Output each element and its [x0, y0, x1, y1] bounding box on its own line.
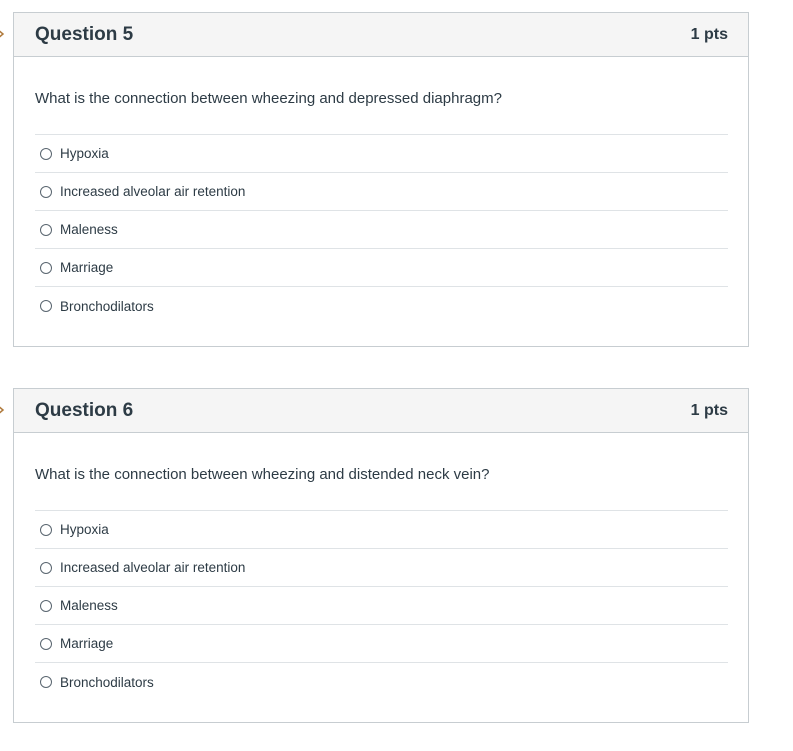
answer-option[interactable] — [35, 587, 728, 625]
radio-button[interactable] — [40, 676, 52, 688]
answer-label[interactable]: Marriage — [60, 260, 114, 275]
question-title: Question 5 — [35, 23, 134, 45]
answer-option[interactable] — [35, 625, 728, 663]
answer-option[interactable] — [35, 663, 728, 701]
flag-question-icon[interactable] — [0, 28, 6, 40]
answer-label[interactable]: Marriage — [60, 636, 114, 651]
question-text: What is the connection between wheezing and distended neck vein? — [35, 466, 490, 483]
answer-label[interactable]: Hypoxia — [60, 522, 109, 537]
radio-button[interactable] — [40, 638, 52, 650]
radio-button[interactable] — [40, 224, 52, 236]
question-body — [14, 57, 748, 325]
answer-label[interactable]: Bronchodilators — [60, 298, 154, 314]
radio-button[interactable] — [40, 262, 52, 274]
radio-button[interactable] — [40, 186, 52, 198]
radio-button[interactable] — [40, 148, 52, 160]
radio-button[interactable] — [40, 524, 52, 536]
answer-option[interactable] — [35, 135, 728, 173]
question-points: 1 pts — [690, 401, 728, 419]
radio-button[interactable] — [40, 600, 52, 612]
question-header — [14, 13, 748, 57]
answer-list — [35, 134, 728, 325]
answer-option[interactable] — [35, 249, 728, 287]
question-points: 1 pts — [690, 25, 728, 43]
answer-option[interactable] — [35, 211, 728, 249]
answer-label[interactable]: Maleness — [60, 598, 118, 613]
answer-option[interactable] — [35, 173, 728, 211]
question-5 — [13, 12, 749, 347]
answer-option[interactable] — [35, 549, 728, 587]
question-title: Question 6 — [35, 399, 134, 421]
answer-option[interactable] — [35, 287, 728, 325]
answer-label[interactable]: Hypoxia — [60, 146, 109, 161]
question-header — [14, 389, 748, 433]
question-6 — [13, 388, 749, 723]
radio-button[interactable] — [40, 562, 52, 574]
answer-label[interactable]: Increased alveolar air retention — [60, 560, 246, 575]
answer-option[interactable] — [35, 511, 728, 549]
question-text: What is the connection between wheezing and depressed diaphragm? — [35, 90, 502, 107]
answer-label[interactable]: Bronchodilators — [60, 674, 154, 690]
radio-button[interactable] — [40, 300, 52, 312]
answer-label[interactable]: Maleness — [60, 222, 118, 237]
answer-list — [35, 510, 728, 701]
answer-label[interactable]: Increased alveolar air retention — [60, 184, 246, 199]
question-body — [14, 433, 748, 701]
flag-question-icon[interactable] — [0, 404, 6, 416]
